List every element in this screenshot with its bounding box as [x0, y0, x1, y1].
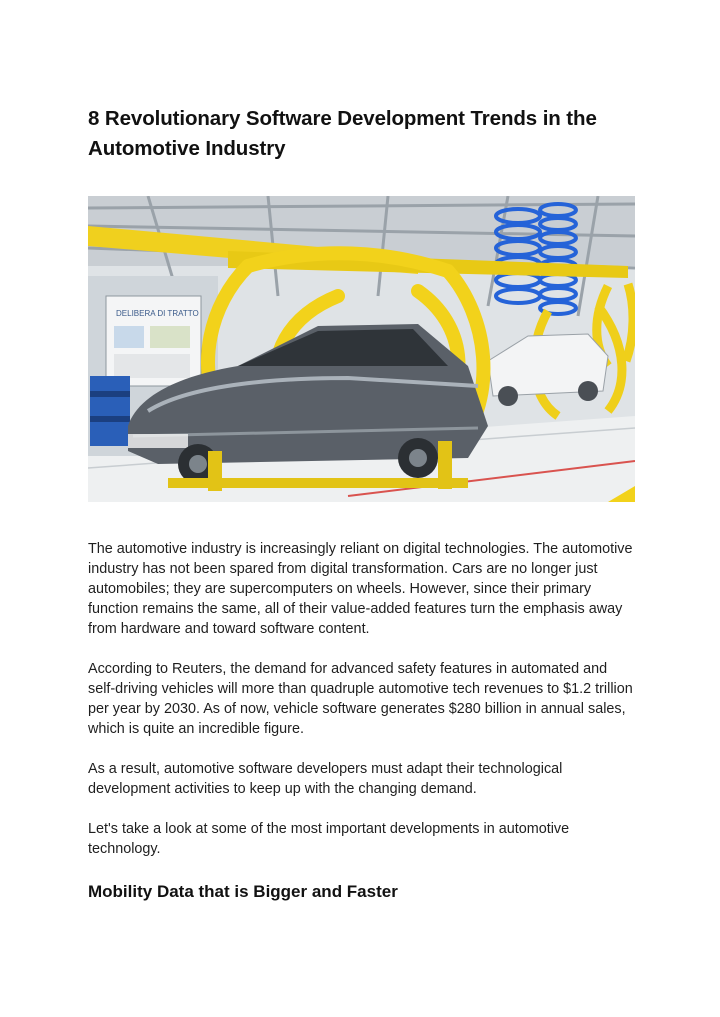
assembly-line-illustration: [88, 196, 635, 502]
paragraph-text: According to Reuters, the demand for advanced safety features in automated and self-driving vehicles will more than quadruple automotive tech revenues to $1.2 trillion per year by 2030. As of now, vehicle software generates $280 billion in annual sales, which is quite an incredible figure.: [88, 661, 633, 737]
paragraph-1: [88, 539, 636, 639]
paragraph-3: [88, 759, 636, 799]
section-heading: Mobility Data that is Bigger and Faster: [88, 882, 398, 901]
paragraph-text: Let's take a look at some of the most important developments in automotive technology.: [88, 821, 570, 857]
paragraph-2: [88, 659, 636, 739]
article-header: [88, 104, 636, 164]
paragraph-4: [88, 819, 636, 859]
paragraph-text: As a result, automotive software developers must adapt their technological development activities to keep up with the changing demand.: [88, 761, 563, 797]
paragraph-text: The automotive industry is increasingly reliant on digital technologies. The automotive industry has not been spared from digital transformation. Cars are no longer just automobiles; they are supercomputers on wheels. However, since their primary function remains the same, all of their value-added features turn the emphasis away from hardware and toward software content.: [88, 541, 633, 637]
assembly-line-photo: [88, 196, 635, 502]
board-sign-text: DELIBERA DI TRATTO: [116, 309, 199, 318]
article-title: 8 Revolutionary Software Development Trends in the Automotive Industry: [88, 107, 597, 160]
